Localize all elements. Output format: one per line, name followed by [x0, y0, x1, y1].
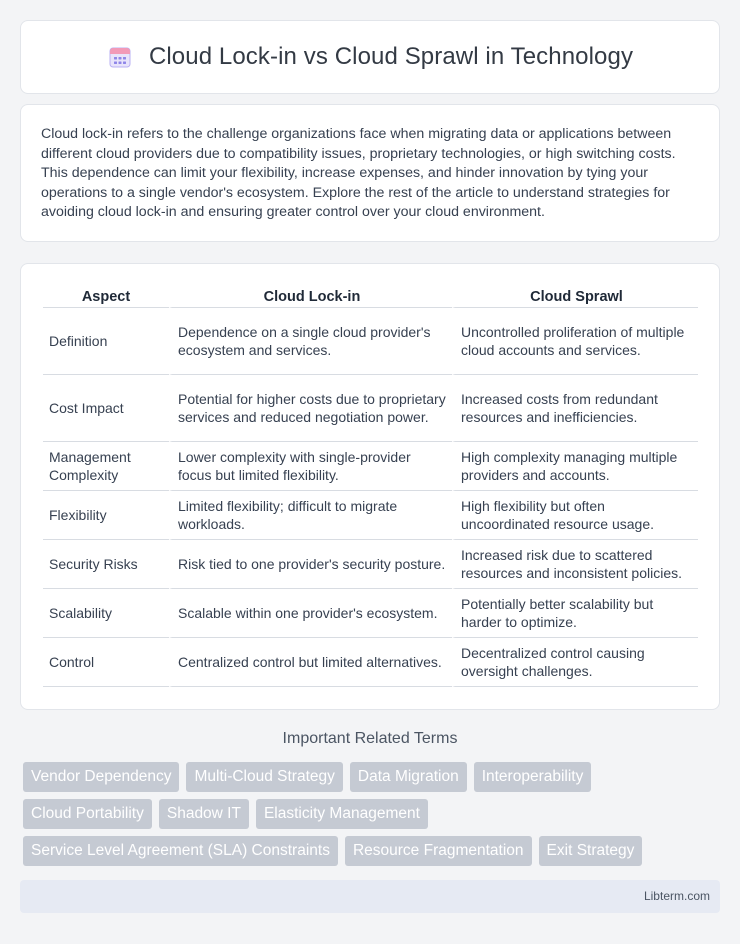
tag-vendor-dependency[interactable]: Vendor Dependency [23, 762, 179, 792]
row-aspect: Scalability [43, 589, 169, 638]
row-aspect: Management Complexity [43, 442, 169, 491]
related-terms-heading: Important Related Terms [282, 730, 458, 747]
tag-resource-fragmentation[interactable]: Resource Fragmentation [345, 836, 532, 866]
row-lock-in: Centralized control but limited alternatives. [169, 638, 452, 687]
header-cloud-lock-in: Cloud Lock-in [169, 282, 452, 308]
comparison-card [20, 263, 720, 710]
footer-brand-link[interactable]: Libterm.com [643, 889, 710, 903]
footer [20, 880, 720, 913]
tag-data-migration[interactable]: Data Migration [350, 762, 467, 792]
intro-card [20, 104, 720, 242]
title-card [20, 20, 720, 94]
tag-interoperability[interactable]: Interoperability [474, 762, 592, 792]
comparison-table [43, 282, 698, 687]
row-sprawl: Increased costs from redundant resources and inefficiencies. [452, 375, 698, 442]
row-aspect: Control [43, 638, 169, 687]
row-aspect: Security Risks [43, 540, 169, 589]
row-sprawl: Uncontrolled proliferation of multiple cloud accounts and services. [452, 308, 698, 375]
table-row [43, 638, 698, 687]
table-header-row [43, 282, 698, 308]
table-row [43, 491, 698, 540]
row-lock-in: Lower complexity with single-provider focus but limited flexibility. [169, 442, 452, 491]
tag-shadow-it[interactable]: Shadow IT [159, 799, 249, 829]
row-aspect: Definition [43, 308, 169, 375]
row-aspect: Cost Impact [43, 375, 169, 442]
row-sprawl: Increased risk due to scattered resources and inconsistent policies. [452, 540, 698, 589]
tag-cloud-portability[interactable]: Cloud Portability [23, 799, 152, 829]
table-row [43, 308, 698, 375]
table-row [43, 442, 698, 491]
tag-sla-constraints[interactable]: Service Level Agreement (SLA) Constraints [23, 836, 338, 866]
table-row [43, 375, 698, 442]
related-terms-list [23, 762, 713, 866]
row-aspect: Flexibility [43, 491, 169, 540]
row-sprawl: Potentially better scalability but harder to optimize. [452, 589, 698, 638]
header-cloud-sprawl: Cloud Sprawl [452, 282, 698, 308]
table-row [43, 589, 698, 638]
row-lock-in: Scalable within one provider's ecosystem. [169, 589, 452, 638]
tag-multi-cloud-strategy[interactable]: Multi-Cloud Strategy [186, 762, 342, 792]
header-aspect: Aspect [43, 282, 169, 308]
row-lock-in: Dependence on a single cloud provider's ecosystem and services. [169, 308, 452, 375]
table-row [43, 540, 698, 589]
tag-exit-strategy[interactable]: Exit Strategy [539, 836, 643, 866]
calendar-icon [107, 44, 133, 70]
row-sprawl: High flexibility but often uncoordinated resource usage. [452, 491, 698, 540]
intro-paragraph: Cloud lock-in refers to the challenge organizations face when migrating data or applications between different cloud providers due to compatibility issues, proprietary technologies, or high switching costs. This dependence can limit your flexibility, increase expenses, and hinder innovation by tying your operations to a single vendor's ecosystem. Explore the rest of the article to understand strategies for avoiding cloud lock-in and ensuring greater control over your cloud environment. [41, 126, 676, 221]
row-sprawl: High complexity managing multiple providers and accounts. [452, 442, 698, 491]
row-lock-in: Limited flexibility; difficult to migrate workloads. [169, 491, 452, 540]
row-lock-in: Potential for higher costs due to proprietary services and reduced negotiation power. [169, 375, 452, 442]
page-title: Cloud Lock-in vs Cloud Sprawl in Technology [148, 43, 634, 70]
tag-elasticity-management[interactable]: Elasticity Management [256, 799, 428, 829]
row-sprawl: Decentralized control causing oversight challenges. [452, 638, 698, 687]
row-lock-in: Risk tied to one provider's security posture. [169, 540, 452, 589]
